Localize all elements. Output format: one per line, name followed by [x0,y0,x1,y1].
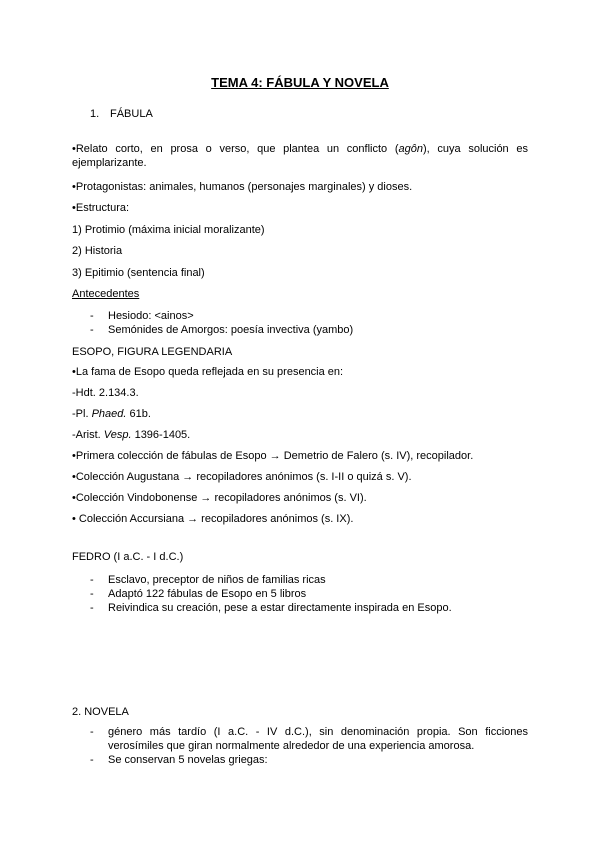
fedro-list [72,573,528,615]
esopo-heading: ESOPO, FIGURA LEGENDARIA [72,346,233,358]
reference-plato: -Pl. Phaed. 61b. [72,408,151,420]
reference-herodotus: -Hdt. 2.134.3. [72,387,139,399]
collection-first: •Primera colección de fábulas de Esopo → Demetrio de Falero (s. IV), recopilador. [72,450,474,462]
collection-accursiana: • Colección Accursiana → recopiladores anónimos (s. IX). [72,513,354,525]
list-item: - Adaptó 122 fábulas de Esopo en 5 libros [72,587,528,601]
paragraph-definition: •Relato corto, en prosa o verso, que plantea un conflicto (agôn), cuya solución es ejemplarizante. [72,143,528,169]
list-item: - Reivindica su creación, pese a estar directamente inspirada en Esopo. [72,601,528,615]
structure-item-1: 1) Protimio (máxima inicial moralizante) [72,224,265,236]
list-item: - Hesiodo: <ainos> [72,309,528,323]
fedro-heading: FEDRO (I a.C. - I d.C.) [72,551,184,563]
esopo-fame: •La fama de Esopo queda reflejada en su presencia en: [72,366,344,378]
structure-item-3: 3) Epitimio (sentencia final) [72,267,205,279]
novela-list [72,725,528,767]
list-item: - Esclavo, preceptor de niños de familias ricas [72,573,528,587]
list-item: - género más tardío (I a.C. - IV d.C.), sin denominación propia. Son ficciones verosímiles que giran normalmente alrededor de una experiencia amorosa. [72,725,528,753]
novela-heading: 2. NOVELA [72,706,129,718]
paragraph-structure: •Estructura: [72,202,130,214]
structure-item-2: 2) Historia [72,245,123,257]
list-item: - Se conservan 5 novelas griegas: [72,753,528,767]
page-title: TEMA 4: FÁBULA Y NOVELA [211,75,389,90]
reference-aristophanes: -Arist. Vesp. 1396-1405. [72,429,191,441]
collection-augustana: •Colección Augustana → recopiladores anónimos (s. I-II o quizá s. V). [72,471,412,483]
antecedentes-heading: Antecedentes [72,288,140,300]
section-heading-fabula: 1. FÁBULA [90,108,153,120]
list-item: - Semónides de Amorgos: poesía invectiva (yambo) [72,323,528,337]
antecedentes-list [72,309,528,337]
paragraph-protagonists: •Protagonistas: animales, humanos (personajes marginales) y dioses. [72,181,413,193]
collection-vindobonense: •Colección Vindobonense → recopiladores anónimos (s. VI). [72,492,367,504]
